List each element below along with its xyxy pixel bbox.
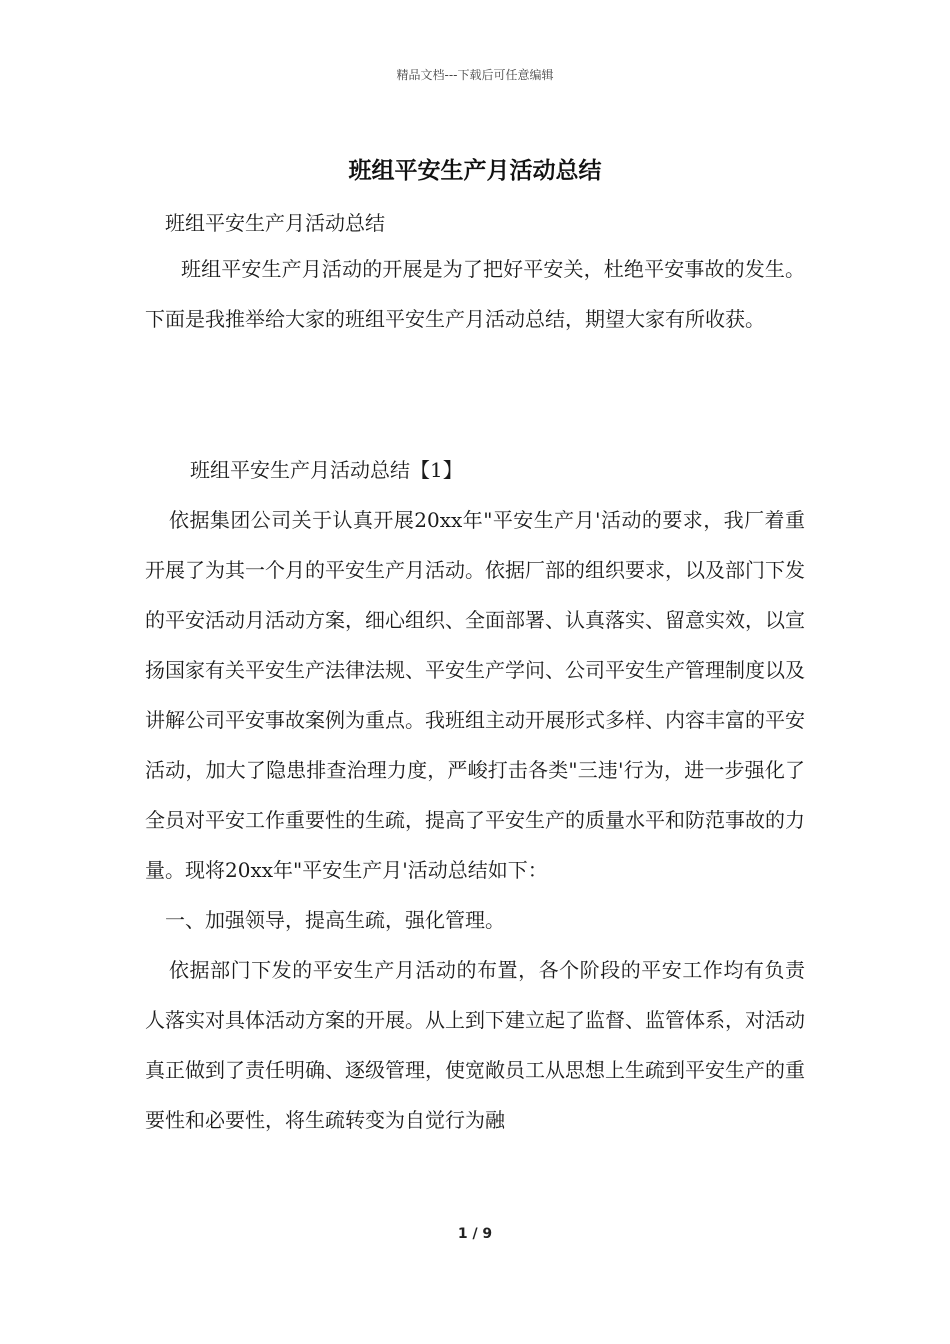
intro-block bbox=[145, 244, 805, 344]
intro-paragraph: 班组平安生产月活动的开展是为了把好平安关，杜绝平安事故的发生。下面是我推举给大家的班组平安生产月活动总结，期望大家有所收获。 bbox=[145, 257, 805, 331]
section-heading: 班组平安生产月活动总结【1】 bbox=[190, 458, 463, 482]
section-paragraph: 依据部门下发的平安生产月活动的布置，各个阶段的平安工作均有负责人落实对具体活动方案的开展。从上到下建立起了监督、监管体系，对活动真正做到了责任明确、逐级管理，使宽敞员工从思想上生疏到平安生产的重要性和必要性，将生疏转变为自觉行为融 bbox=[145, 958, 805, 1132]
page-number: 1 / 9 bbox=[457, 1226, 493, 1242]
header-note: 精品文档---下载后可任意编辑 bbox=[396, 68, 554, 82]
section-item-heading: 一、加强领导，提高生疏，强化管理。 bbox=[165, 908, 505, 932]
document-subtitle: 班组平安生产月活动总结 bbox=[165, 211, 385, 235]
section-paragraph: 依据集团公司关于认真开展20xx年"平安生产月'活动的要求，我厂着重开展了为其一个月的平安生产月活动。依据厂部的组织要求，以及部门下发的平安活动月活动方案，细心组织、全面部署、认真落实、留意实效，以宣扬国家有关平安生产法律法规、平安生产学问、公司平安生产管理制度以及讲解公司平安事故案例为重点。我班组主动开展形式多样、内容丰富的平安活动，加大了隐患排查治理力度，严峻打击各类"三违'行为，进一步强化了全员对平安工作重要性的生疏，提高了平安生产的质量水平和防范事故的力量。现将20xx年"平安生产月'活动总结如下： bbox=[145, 508, 805, 882]
document-title: 班组平安生产月活动总结 bbox=[348, 157, 602, 184]
section-body bbox=[145, 495, 805, 1145]
